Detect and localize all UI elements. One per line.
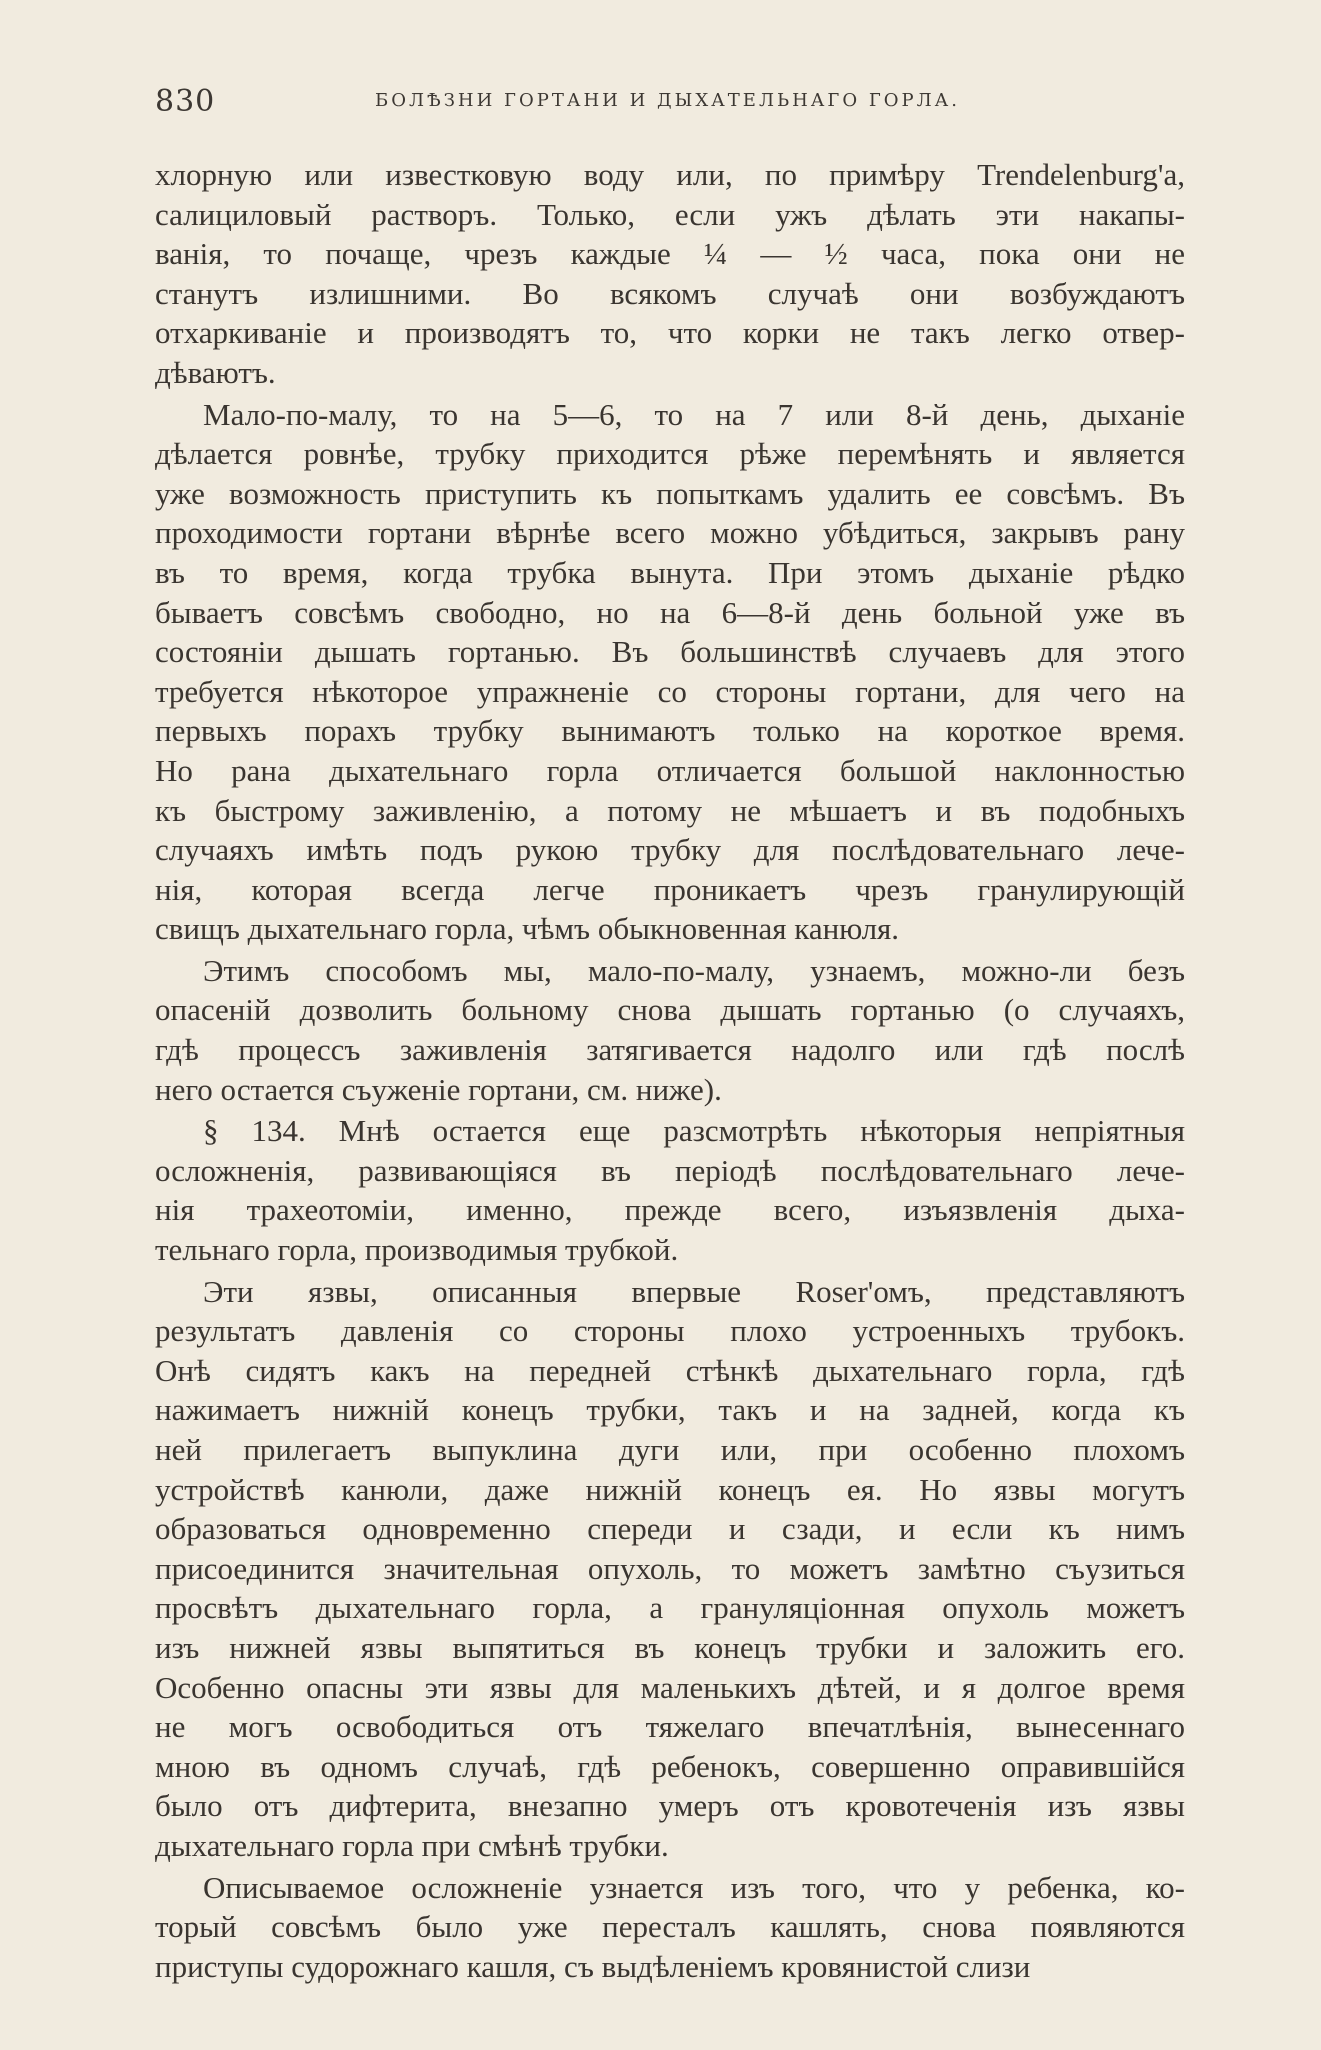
paragraph xyxy=(155,1868,1185,1987)
text-line: къ быстрому заживленію, а потому не мѣшаетъ и въ подобныхъ xyxy=(155,792,1185,828)
text-line: Онѣ сидятъ какъ на передней стѣнкѣ дыхательнаго горла, гдѣ xyxy=(155,1352,1185,1388)
text-line: отхаркиваніе и производятъ то, что корки не такъ легко отвер- xyxy=(155,315,1185,351)
text-line: уже возможность приступить къ попыткамъ удалить ее совсѣмъ. Въ xyxy=(155,475,1185,511)
text-line: Мало-по-малу, то на 5—6, то на 7 или 8-й день, дыханіе xyxy=(203,396,1185,432)
text-line: Особенно опасны эти язвы для маленькихъ дѣтей, и я долгое время xyxy=(155,1669,1185,1705)
text-line: ванія, то почаще, чрезъ каждые ¼ — ½ часа, пока они не xyxy=(155,236,1185,272)
text-line: салициловый растворъ. Только, если ужъ дѣлать эти накапы- xyxy=(155,196,1185,232)
text-line: гдѣ процессъ заживленія затягивается надолго или гдѣ послѣ xyxy=(155,1032,1185,1068)
text-line: случаяхъ имѣть подъ рукою трубку для послѣдовательнаго лече- xyxy=(155,832,1185,868)
paragraph xyxy=(155,155,1185,393)
text-line: результатъ давленія со стороны плохо устроенныхъ трубокъ. xyxy=(155,1313,1185,1349)
paragraph xyxy=(155,951,1185,1109)
text-line: свищъ дыхательнаго горла, чѣмъ обыкновенная канюля. xyxy=(155,911,900,947)
text-line: Описываемое осложненіе узнается изъ того, что у ребенка, ко- xyxy=(203,1869,1185,1905)
text-line: ней прилегаетъ выпуклина дуги или, при особенно плохомъ xyxy=(155,1432,1185,1467)
text-line: состояніи дышать гортанью. Въ большинствѣ случаевъ для этого xyxy=(155,634,1185,670)
text-line: устройствѣ канюли, даже нижній конецъ ея. Но язвы могутъ xyxy=(155,1471,1185,1507)
running-head: БОЛѢЗНИ ГОРТАНИ И ДЫХАТЕЛЬНАГО ГОРЛА. xyxy=(375,90,960,111)
text-line: § 134. Мнѣ остается еще разсмотрѣть нѣкоторыя непріятныя xyxy=(203,1113,1185,1149)
text-line: изъ нижней язвы выпятиться въ конецъ трубки и заложить его. xyxy=(155,1629,1185,1665)
text-line: просвѣтъ дыхательнаго горла, а грануляціонная опухоль можетъ xyxy=(155,1590,1185,1626)
text-line: торый совсѣмъ было уже пересталъ кашлять, снова появляются xyxy=(155,1909,1185,1945)
paragraph xyxy=(155,1111,1185,1269)
text-line: въ то время, когда трубка вынута. При этомъ дыханіе рѣдко xyxy=(155,554,1185,590)
text-line: нія трахеотоміи, именно, прежде всего, изъязвленія дыха- xyxy=(155,1192,1185,1228)
text-line: хлорную или известковую воду или, по примѣру Trendelenburg'а, xyxy=(155,157,1185,192)
text-line: требуется нѣкоторое упражненіе со стороны гортани, для чего на xyxy=(155,673,1185,709)
page-number: 830 xyxy=(155,84,216,119)
paragraph xyxy=(155,395,1185,949)
text-line: опасеній дозволить больному снова дышать гортанью (о случаяхъ, xyxy=(155,992,1185,1028)
text-line: Эти язвы, описанныя впервые Roser'омъ, представляютъ xyxy=(203,1273,1185,1309)
text-line: осложненія, развивающіяся въ періодѣ послѣдовательнаго лече- xyxy=(155,1152,1185,1188)
text-line: него остается съуженіе гортани, см. ниже). xyxy=(155,1071,722,1107)
text-line: тельнаго горла, производимыя трубкой. xyxy=(155,1232,679,1268)
paragraph xyxy=(155,1272,1185,1866)
text-line: приступы судорожнаго кашля, съ выдѣленіемъ кровянистой слизи xyxy=(155,1948,1031,1984)
text-line: станутъ излишними. Во всякомъ случаѣ они возбуждаютъ xyxy=(155,275,1185,311)
text-line: Этимъ способомъ мы, мало-по-малу, узнаемъ, можно-ли безъ xyxy=(203,952,1185,988)
text-line: первыхъ порахъ трубку вынимаютъ только на короткое время. xyxy=(155,713,1185,749)
text-line: нажимаетъ нижній конецъ трубки, такъ и на задней, когда къ xyxy=(155,1392,1185,1428)
text-line: бываетъ совсѣмъ свободно, но на 6—8-й день больной уже въ xyxy=(155,594,1185,630)
text-line: проходимости гортани вѣрнѣе всего можно убѣдиться, закрывъ рану xyxy=(155,515,1185,551)
text-line: Но рана дыхательнаго горла отличается большой наклонностью xyxy=(155,752,1185,788)
page-header xyxy=(155,84,1185,124)
text-line: было отъ дифтерита, внезапно умеръ отъ кровотеченія изъ язвы xyxy=(155,1788,1185,1824)
text-line: дѣваютъ. xyxy=(155,354,276,390)
text-line: мною въ одномъ случаѣ, гдѣ ребенокъ, совершенно оправившійся xyxy=(155,1748,1185,1784)
text-line: образоваться одновременно спереди и сзади, и если къ нимъ xyxy=(155,1511,1185,1547)
text-line: дыхательнаго горла при смѣнѣ трубки. xyxy=(155,1827,669,1863)
text-line: присоединится значительная опухоль, то можетъ замѣтно съузиться xyxy=(155,1550,1185,1586)
text-line: нія, которая всегда легче проникаетъ чрезъ гранулирующій xyxy=(155,871,1185,907)
text-line: дѣлается ровнѣе, трубку приходится рѣже перемѣнять и является xyxy=(155,436,1185,472)
text-line: не могъ освободиться отъ тяжелаго впечатлѣнія, вынесеннаго xyxy=(155,1709,1185,1745)
body-text xyxy=(155,155,1185,2025)
